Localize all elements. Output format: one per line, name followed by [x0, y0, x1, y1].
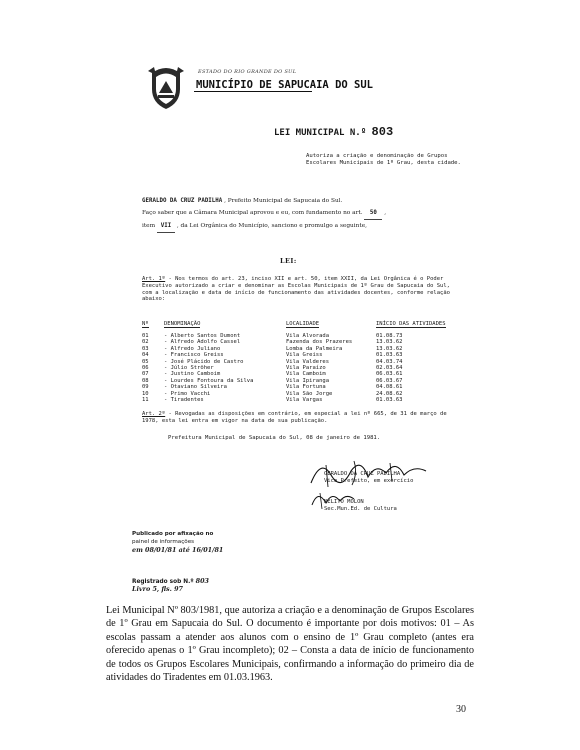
registration-stamp	[132, 577, 282, 593]
col-header-locality: LOCALIDADE	[286, 321, 320, 327]
col-header-number: Nº	[142, 321, 149, 327]
school-start-date: 04.08.61	[376, 384, 403, 391]
school-locality: Vila Paraízo	[286, 365, 326, 372]
school-number: 07	[142, 371, 149, 378]
article-2-label: Art. 2º	[142, 411, 166, 417]
published-date: em 08/01/81 até 16/01/81	[132, 546, 224, 554]
school-name: - Tiradentes	[164, 397, 204, 404]
school-number: 10	[142, 390, 149, 397]
article-1-label: Art. 1º	[142, 276, 166, 282]
preamble-art-number: 50	[364, 207, 382, 220]
state-header: ESTADO DO RIO GRANDE DO SUL	[198, 69, 297, 75]
school-number: 09	[142, 384, 149, 391]
school-start-date: 01.03.63	[376, 352, 403, 359]
preamble-item-label: item	[142, 223, 156, 229]
law-number: 803	[371, 125, 394, 139]
signer-1-role: Vice Prefeito, em exercício	[324, 477, 414, 484]
school-start-date: 13.03.62	[376, 339, 403, 346]
schools-table	[142, 321, 462, 403]
signer-1	[324, 471, 464, 484]
signer-2-name: NELITO MOLON	[324, 499, 364, 505]
school-start-date: 02.03.64	[376, 365, 403, 372]
school-locality: Vila Fortuna	[286, 384, 326, 391]
page-number: 30	[456, 704, 466, 715]
school-number: 03	[142, 345, 149, 352]
col-header-name: DENOMINAÇÃO	[164, 321, 201, 327]
article-1	[142, 276, 462, 303]
law-summary: Autoriza a criação e denominação de Grupos Escolares Municipais de 1º Grau, desta cidade.	[306, 153, 461, 167]
signer-2	[324, 499, 464, 512]
school-start-date: 01.08.73	[376, 333, 403, 339]
school-name: - Otaviano Silveira	[164, 384, 227, 391]
publication-stamp	[132, 530, 282, 554]
school-name: - Alberto Santos Dumont	[164, 333, 241, 339]
preamble-line-2: Faço saber que a Câmara Municipal aprovou e eu, com fundamento no art.	[142, 210, 363, 216]
law-title	[274, 125, 393, 139]
signer-2-role: Sec.Mun.Ed. de Cultura	[324, 505, 397, 512]
school-name: - Alfredo Adolfo Cassel	[164, 339, 241, 346]
scanned-law-document	[128, 55, 464, 600]
registered-book: Livro 5, fls. 97	[132, 585, 183, 593]
school-name: - Justino Camboim	[164, 371, 221, 378]
mayor-name: GERALDO DA CRUZ PADILHA	[142, 198, 223, 204]
figure-caption: Lei Municipal Nº 803/1981, que autoriza a criação e a denominação de Grupos Escolares de 1º Grau em Sapucaia do Sul. O documento é importante por dois motivos: 01 – As escolas passam a atender aos alunos com o ensino de 1º Grau completo (antes era oferecido apenas o 1º Grau incompleto); 02 – Consta a data de início de funcionamento de todos os Grupos Escolares Municipais, confirmando a informação do primeiro dia de atividades do Tiradentes em 01.03.1963.	[106, 605, 474, 684]
published-label: Publicado por afixação no	[132, 531, 214, 537]
school-name: - Primo Vacchi	[164, 390, 211, 397]
preamble-line-3: , da Lei Orgânica do Município, sanciono e promulgo a seguinte,	[176, 223, 367, 229]
registered-number: 803	[195, 577, 209, 585]
prefeitura-date-line: Prefeitura Municipal de Sapucaia do Sul, 08 de janeiro de 1981.	[168, 435, 381, 441]
col-header-start-date: INÍCIO DAS ATIVIDADES	[376, 321, 446, 327]
school-number: 05	[142, 358, 149, 365]
signer-1-name: GERALDO DA CRUZ PADILHA	[324, 471, 401, 477]
school-locality: Vila Camboim	[286, 371, 326, 378]
school-name: - Júlio Ströher	[164, 365, 214, 372]
school-start-date: 06.03.67	[376, 377, 403, 384]
school-start-date: 06.03.61	[376, 371, 403, 378]
registered-label: Registrado sob N.º	[132, 579, 194, 585]
law-title-prefix: LEI MUNICIPAL N.º	[274, 128, 367, 138]
school-locality: Vila Alvorada	[286, 333, 330, 339]
school-number: 01	[142, 333, 149, 339]
school-start-date: 01.03.63	[376, 397, 403, 404]
school-locality: Vila Vargas	[286, 397, 323, 404]
header-divider	[194, 91, 312, 92]
lei-heading: LEI:	[280, 257, 297, 265]
law-preamble: GERALDO DA CRUZ PADILHA , Prefeito Municipal de Sapucaia do Sul. Faço saber que a Câmara Municipal aprovou e eu, com fundamento no art. 50 , item VII , da Lei Orgânica do Município, sanciono e promulgo a seguinte,	[142, 195, 458, 233]
schools-table-header	[142, 321, 462, 333]
school-locality: Vila Valderes	[286, 358, 330, 365]
article-1-text: - Nos termos do art. 23, inciso XII e art. 50, item XXII, da Lei Orgânica é o Poder Executivo autorizado a criar e denominar as Escolas Municipais de 1º Grau de Sapucaia do Sul, com a localização e data de início de funcionamento das atividades docentes, conforme relação abaixo:	[142, 276, 450, 303]
table-row	[142, 397, 462, 403]
municipal-coat-of-arms-icon	[146, 63, 186, 111]
school-number: 06	[142, 365, 149, 372]
school-name: - Francisco Greiss	[164, 352, 224, 359]
school-name: - Lourdes Fontoura da Silva	[164, 377, 254, 384]
school-name: - José Plácido de Castro	[164, 358, 244, 365]
school-number: 11	[142, 397, 149, 404]
school-number: 08	[142, 377, 149, 384]
school-locality: Vila Ipiranga	[286, 377, 330, 384]
school-number: 04	[142, 352, 149, 359]
school-number: 02	[142, 339, 149, 346]
school-start-date: 24.08.62	[376, 390, 403, 397]
school-locality: Vila Greiss	[286, 352, 323, 359]
preamble-item-number: VII	[157, 220, 175, 233]
school-locality: Lomba da Palmeira	[286, 345, 343, 352]
mayor-title: , Prefeito Municipal de Sapucaia do Sul.	[224, 198, 343, 204]
school-start-date: 04.03.74	[376, 358, 403, 365]
school-locality: Vila São Jorge	[286, 390, 333, 397]
school-name: - Alfredo Juliano	[164, 345, 221, 352]
article-2	[142, 411, 464, 425]
published-label-2: painel de informações	[132, 539, 195, 545]
school-locality: Fazenda dos Prazeres	[286, 339, 353, 346]
municipality-header: MUNICÍPIO DE SAPUCAIA DO SUL	[196, 79, 374, 91]
school-start-date: 13.03.62	[376, 345, 403, 352]
article-2-text: - Revogadas as disposições em contrário, em especial a lei nº 665, de 31 de março de 1978, esta lei entra em vigor na data de sua publicação.	[142, 411, 447, 424]
